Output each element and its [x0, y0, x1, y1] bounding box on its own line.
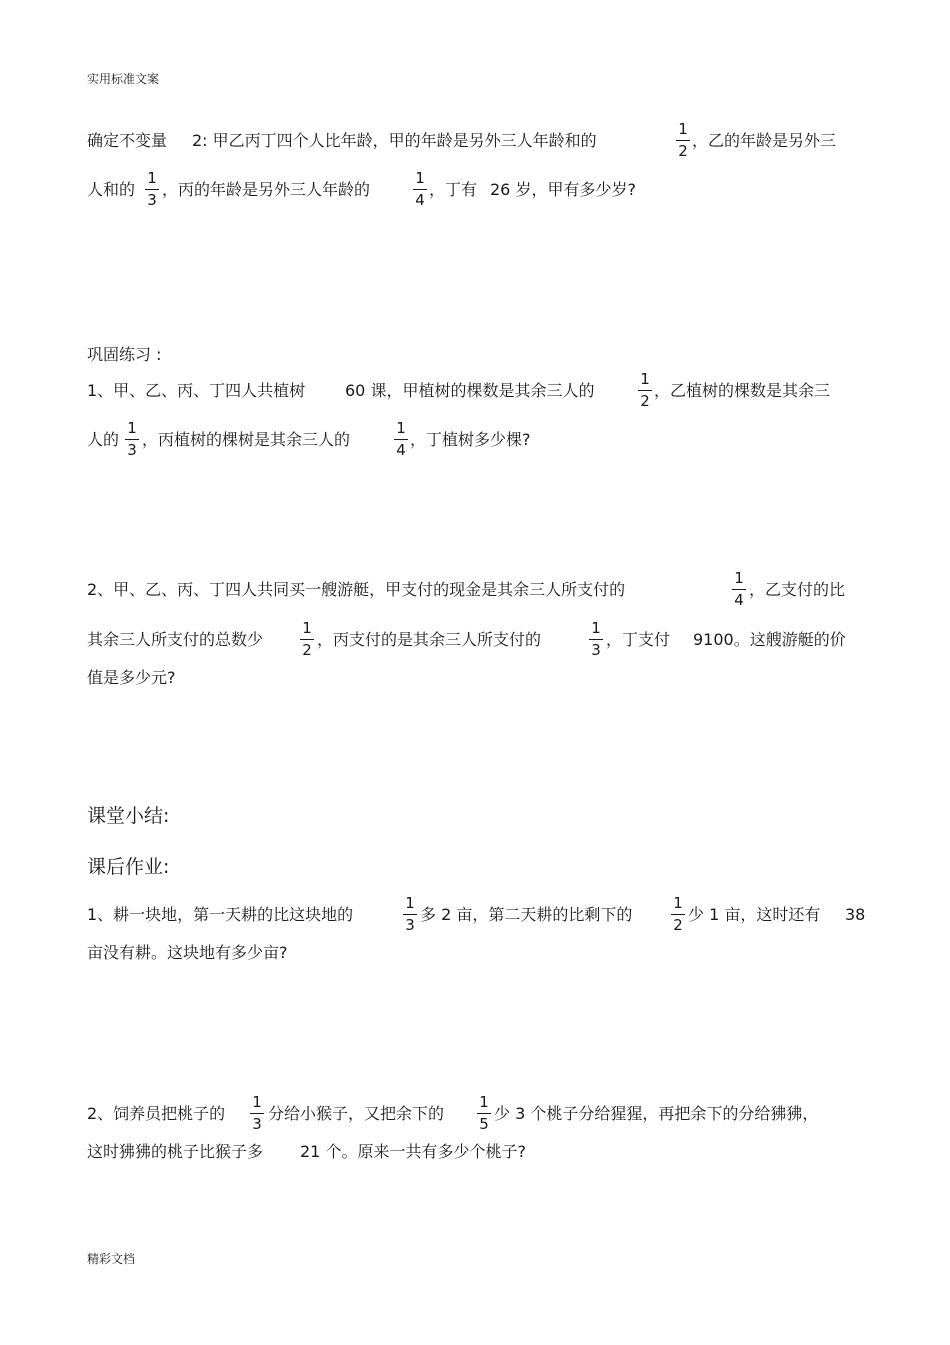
problem-text: 2: 甲乙丙丁四个人比年龄，甲的年龄是另外三人年龄和的: [192, 131, 597, 150]
denominator: 3: [127, 441, 137, 459]
fraction-bar: [638, 390, 652, 391]
problem-text: ，乙的年龄是另外三: [692, 131, 837, 150]
numerator: 1: [591, 619, 601, 637]
section-title-practice: 巩固练习 :: [87, 345, 162, 364]
problem-text: 26 岁，甲有多少岁?: [490, 180, 636, 199]
denominator: 2: [678, 142, 688, 160]
denominator: 3: [147, 191, 157, 209]
fraction: [298, 620, 316, 659]
fraction-bar: [589, 639, 603, 640]
denominator: 4: [415, 191, 425, 209]
question-text: 2、甲、乙、丙、丁四人共同买一艘游艇，甲支付的现金是其余三人所支付的: [87, 580, 626, 599]
question-text: 少 3 个桃子分给猩猩，再把余下的分给狒狒，: [494, 1104, 819, 1123]
fraction-bar: [413, 189, 427, 190]
question-text: ，乙植树的棵数是其余三: [654, 381, 831, 400]
fraction: [475, 1094, 493, 1133]
numerator: 1: [673, 894, 683, 912]
denominator: 3: [252, 1115, 262, 1133]
denominator: 2: [640, 392, 650, 410]
problem-text: ，丁有: [429, 180, 478, 199]
numerator: 1: [415, 169, 425, 187]
question-text: ，丙植树的棵树是其余三人的: [142, 430, 351, 449]
fraction-bar: [250, 1113, 264, 1114]
numerator: 1: [405, 894, 415, 912]
fraction: [392, 420, 410, 459]
fraction-bar: [477, 1113, 491, 1114]
fraction: [730, 570, 748, 609]
numerator: 1: [479, 1093, 489, 1111]
numerator: 1: [734, 569, 744, 587]
fraction-bar: [145, 189, 159, 190]
denominator: 2: [302, 641, 312, 659]
section-title-summary: 课堂小结:: [87, 805, 170, 827]
numerator: 1: [678, 120, 688, 138]
denominator: 2: [673, 916, 683, 934]
fraction: [674, 121, 692, 160]
numerator: 1: [302, 619, 312, 637]
fraction-bar: [403, 914, 417, 915]
section-title-homework: 课后作业:: [87, 856, 170, 878]
question-text: 人的: [87, 430, 120, 449]
question-text: 值是多少元?: [87, 668, 176, 687]
denominator: 5: [479, 1115, 489, 1133]
numerator: 1: [147, 169, 157, 187]
question-text: 亩没有耕。这块地有多少亩?: [87, 943, 288, 962]
fraction-bar: [300, 639, 314, 640]
fraction: [411, 170, 429, 209]
fraction: [587, 620, 605, 659]
question-text: 1、耕一块地，第一天耕的比这块地的: [87, 905, 354, 924]
fraction: [143, 170, 161, 209]
problem-text: ，丙的年龄是另外三人年龄的: [162, 180, 371, 199]
question-text: 1、甲、乙、丙、丁四人共植树: [87, 381, 306, 400]
question-text: 21 个。原来一共有多少个桃子?: [300, 1142, 526, 1161]
fraction: [248, 1094, 266, 1133]
question-text: 分给小猴子，又把余下的: [268, 1104, 445, 1123]
question-text: ，乙支付的比: [749, 580, 846, 599]
question-text: ，丁支付: [606, 630, 671, 649]
question-text: 2、饲养员把桃子的: [87, 1104, 226, 1123]
numerator: 1: [640, 370, 650, 388]
question-text: 60 课，甲植树的棵数是其余三人的: [345, 381, 595, 400]
denominator: 3: [591, 641, 601, 659]
page-header: 实用标准文案: [87, 72, 160, 86]
fraction: [636, 371, 654, 410]
question-text: 9100。这艘游艇的价: [693, 630, 846, 649]
question-text: 38: [845, 905, 866, 924]
numerator: 1: [252, 1093, 262, 1111]
fraction-bar: [671, 914, 685, 915]
fraction-bar: [394, 439, 408, 440]
numerator: 1: [127, 419, 137, 437]
fraction: [123, 420, 141, 459]
problem-text: 人和的: [87, 180, 136, 199]
question-text: 少 1 亩，这时还有: [688, 905, 821, 924]
fraction-bar: [732, 589, 746, 590]
fraction: [669, 895, 687, 934]
denominator: 3: [405, 916, 415, 934]
fraction-bar: [676, 140, 690, 141]
page-footer: 精彩文档: [87, 1252, 136, 1266]
fraction: [401, 895, 419, 934]
fraction-bar: [125, 439, 139, 440]
denominator: 4: [734, 591, 744, 609]
question-text: 多 2 亩，第二天耕的比剩下的: [420, 905, 633, 924]
question-text: 这时狒狒的桃子比猴子多: [87, 1142, 264, 1161]
denominator: 4: [396, 441, 406, 459]
numerator: 1: [396, 419, 406, 437]
problem-text: 确定不变量: [87, 131, 168, 150]
question-text: 其余三人所支付的总数少: [87, 630, 264, 649]
question-text: ，丁植树多少棵?: [410, 430, 531, 449]
question-text: ，丙支付的是其余三人所支付的: [317, 630, 542, 649]
